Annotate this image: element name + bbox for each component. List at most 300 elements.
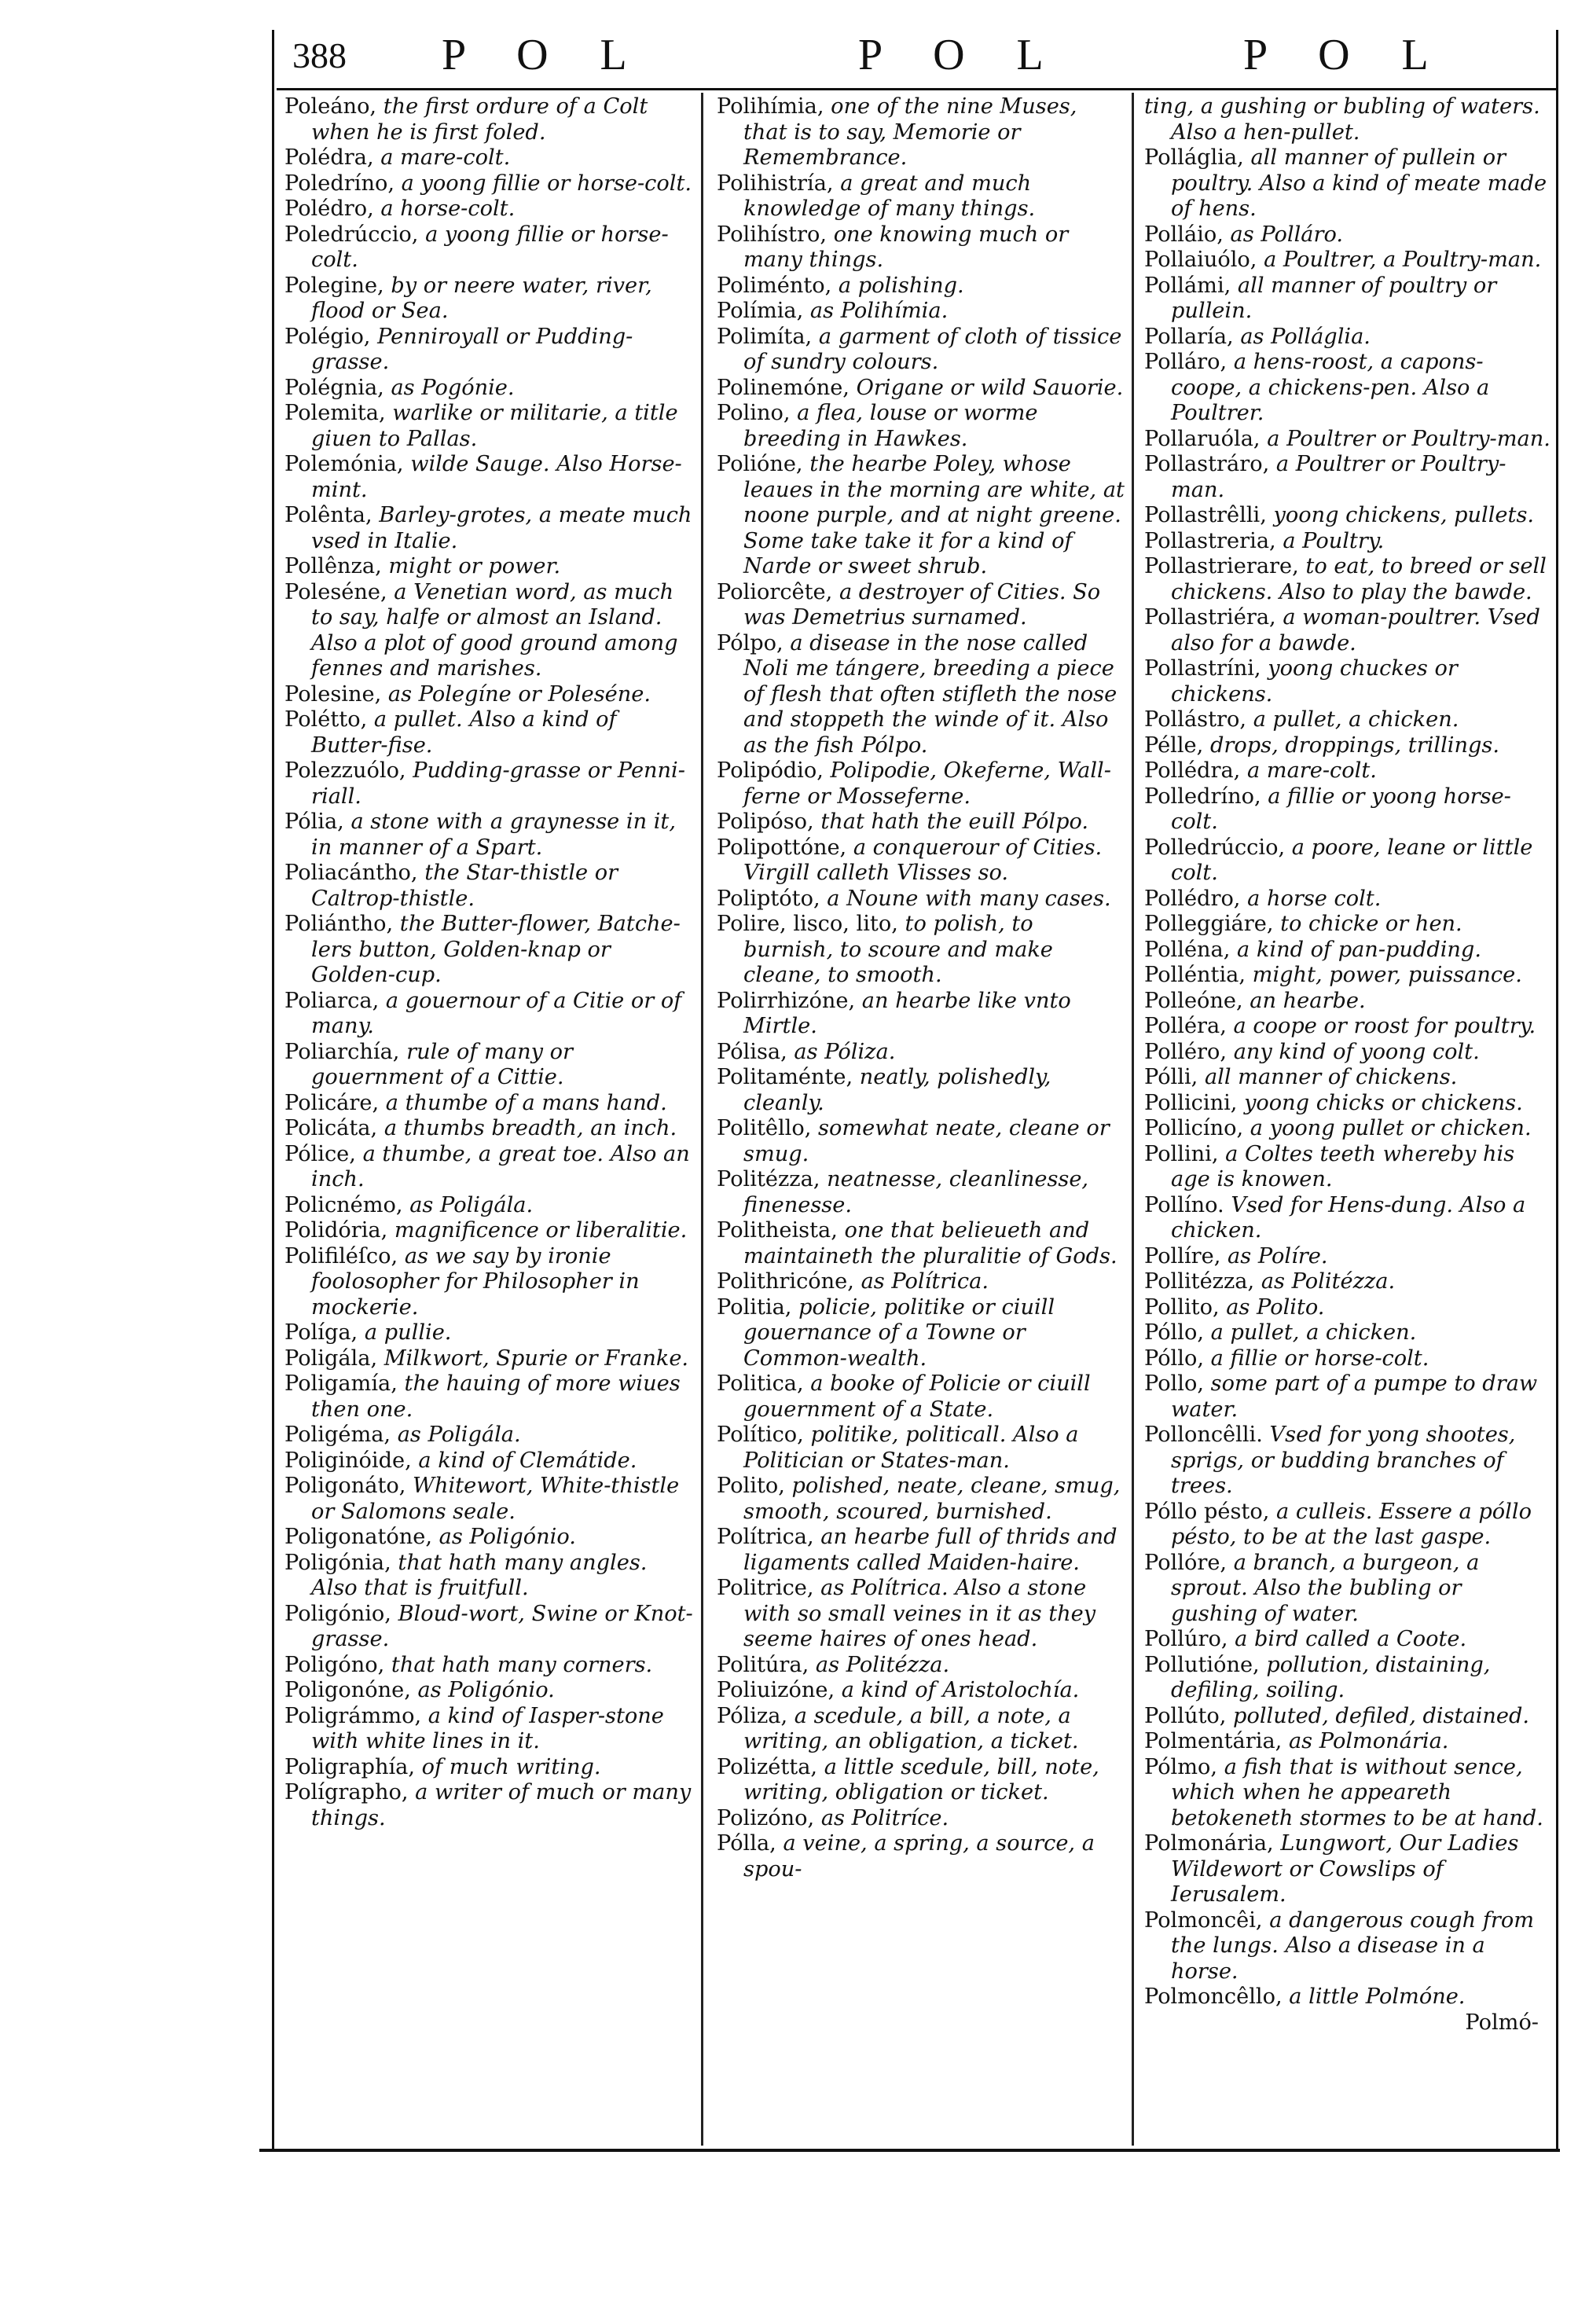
entry-headword: Polire, lisco, lito, (717, 912, 898, 936)
dictionary-entry (717, 325, 1125, 376)
dictionary-entry (1144, 1984, 1553, 2010)
entry-definition: that hath many corners. (384, 1652, 653, 1677)
entry-definition: might or power. (381, 554, 561, 578)
dictionary-entry (717, 401, 1125, 452)
entry-headword: Póllo, (1144, 1346, 1204, 1371)
dictionary-entry (1144, 94, 1553, 145)
entry-definition: to chicke or hen. (1273, 912, 1462, 936)
entry-definition: a branch, a burgeon, a sprout. Also the bubling or gushing of water. (1171, 1550, 1480, 1626)
entry-headword: Polesine, (284, 681, 382, 707)
entry-definition: some part of a pumpe to draw water. (1171, 1371, 1538, 1422)
entry-headword: Polifiléſco, (284, 1243, 398, 1268)
dictionary-entry (284, 196, 693, 222)
dictionary-entry (284, 554, 693, 580)
entry-headword: Poligamía, (284, 1371, 398, 1396)
entry-headword: Pollicini, (1144, 1090, 1238, 1115)
dictionary-entry (284, 401, 693, 452)
entry-definition: as Pogónie. (383, 375, 515, 400)
entry-headword: Polizóno, (717, 1805, 815, 1830)
dictionary-entry (284, 1193, 693, 1219)
entry-headword: Polithricóne, (717, 1269, 854, 1294)
dictionary-entry (717, 452, 1125, 580)
entry-headword: Poliorcête, (717, 579, 833, 604)
entry-headword: Polmoncêllo, (1144, 1984, 1283, 2009)
entry-headword: Politézza, (717, 1167, 820, 1191)
dictionary-entry (284, 580, 693, 682)
entry-definition: Pudding-grasse or Penni-riall. (311, 758, 685, 809)
dictionary-entry (1144, 1320, 1553, 1346)
entry-definition: as Polítrica. Also a stone with so small veines in it as they seeme haires of ones head. (743, 1576, 1096, 1651)
entry-headword: Polloncêlli. (1144, 1423, 1263, 1447)
dictionary-entry (284, 912, 693, 989)
dictionary-entry (1144, 1653, 1553, 1704)
entry-headword: Polédro, (284, 196, 374, 221)
entry-headword: Polizétta, (717, 1754, 818, 1779)
entry-headword: Poledrúccio, (284, 222, 419, 247)
dictionary-entry (717, 1525, 1125, 1576)
entry-definition: by or neere water, river, flood or Sea. (311, 273, 652, 323)
dictionary-entry (284, 682, 693, 708)
entry-definition: as Polláglia. (1233, 324, 1371, 349)
dictionary-entry (284, 145, 693, 171)
dictionary-entry (284, 1320, 693, 1346)
entry-headword: Polênta, (284, 503, 372, 527)
dictionary-entry (1144, 784, 1553, 835)
entry-headword: Polédra, (284, 145, 374, 170)
entry-definition: to eat, to breed or sell chickens. Also to play the bawde. (1171, 554, 1547, 604)
entry-definition: the Star-thistle or Caltrop-thistle. (311, 861, 618, 911)
entry-headword: Polleggiáre, (1144, 912, 1274, 936)
entry-headword: Poligonóne, (284, 1678, 411, 1702)
entry-headword: Polihístro, (717, 222, 828, 247)
entry-definition: Penniroyall or Pudding-grasse. (311, 324, 633, 374)
entry-definition: a writer of much or many things. (311, 1780, 692, 1830)
entry-headword: Polemita, (284, 401, 386, 425)
entry-definition: all manner of pullein or poultry. Also a kind of meate made of hens. (1171, 145, 1547, 221)
entry-headword: Polidória, (284, 1218, 388, 1243)
dictionary-entry (1144, 758, 1553, 784)
entry-headword: Poligrámmo, (284, 1703, 422, 1728)
entry-headword: Poliántho, (284, 912, 394, 936)
entry-headword: Políga, (284, 1320, 358, 1345)
entry-headword: Poligóno, (284, 1652, 385, 1677)
page-number: 388 (292, 35, 347, 75)
dictionary-entry (717, 1831, 1125, 1882)
entry-headword: Polmentária, (1144, 1729, 1283, 1753)
dictionary-entry (1144, 1755, 1553, 1832)
entry-definition: as Políre. (1220, 1243, 1328, 1268)
dictionary-entry (717, 1167, 1125, 1218)
dictionary-entry (717, 1295, 1125, 1372)
entry-headword: Poligonatóne, (284, 1525, 432, 1549)
entry-definition: Polipodie, Okeferne, Wall-ferne or Mosseferne. (743, 758, 1111, 809)
entry-headword: Pollastrêlli, (1144, 503, 1267, 527)
entry-headword: Polmonária, (1144, 1831, 1274, 1856)
entry-headword: Pollutióne, (1144, 1652, 1260, 1677)
entry-definition: a pullet. Also a kind of Butter-fise. (311, 707, 617, 758)
entry-definition: warlike or militarie, a title giuen to Pallas. (311, 401, 678, 451)
dictionary-entry (717, 1678, 1125, 1704)
entry-headword: Pollóre, (1144, 1550, 1228, 1575)
dictionary-entry (717, 94, 1125, 171)
entry-definition: of much writing. (415, 1754, 601, 1779)
dictionary-entry (284, 376, 693, 402)
dictionary-entry (1144, 963, 1553, 989)
entry-headword: Polégnia, (284, 375, 384, 400)
entry-definition: a Coltes teeth whereby his age is knowen. (1171, 1141, 1515, 1191)
dictionary-entry (284, 94, 693, 145)
entry-headword: Pólia, (284, 810, 344, 834)
entry-headword: Pollédra, (1144, 758, 1241, 783)
entry-definition: Vsed for Hens-dung. Also a chicken. (1171, 1192, 1526, 1243)
dictionary-entry (284, 452, 693, 503)
entry-definition: drops, droppings, trillings. (1203, 732, 1499, 758)
dictionary-entry (717, 1269, 1125, 1295)
entry-definition: yoong chicks or chickens. (1237, 1090, 1523, 1115)
entry-definition: a garment of cloth of tissice of sundry colours. (743, 324, 1122, 374)
entry-headword: Policáre, (284, 1090, 380, 1115)
dictionary-entry (1144, 1371, 1553, 1423)
entry-headword: Polito, (717, 1474, 785, 1498)
column-separator (1132, 93, 1134, 2146)
dictionary-entry (717, 887, 1125, 912)
entry-definition: yoong chickens, pullets. (1266, 503, 1535, 527)
entry-definition: a veine, a spring, a source, a spou- (743, 1831, 1095, 1882)
entry-definition: a scedule, a bill, a note, a writing, an obligation, a ticket. (743, 1703, 1079, 1753)
entry-headword: Poliuizóne, (717, 1678, 835, 1702)
entry-definition: a booke of Policie or ciuill gouernment of a State. (743, 1371, 1091, 1422)
entry-definition: a Poultry. (1275, 528, 1385, 553)
entry-definition: one knowing much or many things. (743, 222, 1069, 272)
column-2 (717, 94, 1125, 1882)
entry-definition: a coope or roost for poultry. (1226, 1014, 1536, 1038)
column-1 (284, 94, 693, 1831)
dictionary-entry (284, 1678, 693, 1704)
entry-definition: a stone with a graynesse in it, in manner of a Spart. (311, 810, 677, 860)
entry-definition: as Polláro. (1223, 222, 1344, 247)
entry-definition: as Polmonária. (1282, 1729, 1449, 1753)
entry-definition: a thumbe of a mans hand. (379, 1090, 667, 1115)
dictionary-entry (717, 1065, 1125, 1116)
entry-headword: Polláro, (1144, 350, 1228, 374)
entry-definition: a polishing. (831, 273, 964, 298)
entry-definition: all manner of chickens. (1198, 1065, 1458, 1089)
entry-definition: pollution, distaining, defiling, soiling. (1171, 1652, 1491, 1702)
entry-headword: Polióne, (717, 452, 803, 476)
dictionary-entry (1144, 1627, 1553, 1653)
entry-headword: Polemónia, (284, 452, 404, 476)
dictionary-entry (717, 1040, 1125, 1066)
entry-definition: that hath many angles. Also that is fruitfull. (311, 1550, 648, 1600)
entry-definition: yoong chuckes or chickens. (1171, 656, 1458, 707)
dictionary-entry (717, 1576, 1125, 1653)
entry-headword: Poligonáto, (284, 1474, 406, 1498)
bottom-rule (259, 2149, 1560, 2152)
entry-definition: the Butter-flower, Batche-lers button, Golden-knap or Golden-cup. (311, 912, 681, 987)
dictionary-entry (717, 1755, 1125, 1806)
dictionary-entry (1144, 707, 1553, 733)
headword-left: P O L (442, 31, 648, 79)
entry-definition: a horse-colt. (373, 196, 516, 221)
dictionary-entry (717, 274, 1125, 299)
dictionary-entry (1144, 1831, 1553, 1908)
dictionary-entry (284, 222, 693, 274)
entry-definition: a little scedule, bill, note, writing, obligation or ticket. (743, 1754, 1099, 1804)
dictionary-entry (284, 707, 693, 758)
entry-definition: as Póliza. (787, 1039, 896, 1064)
entry-definition: a mare-colt. (373, 145, 511, 170)
dictionary-entry (1144, 938, 1553, 964)
headword-center: P O L (858, 31, 1064, 79)
dictionary-entry (284, 503, 693, 554)
dictionary-entry (1144, 1091, 1553, 1117)
entry-headword: Póliza, (717, 1703, 788, 1728)
dictionary-entry (717, 758, 1125, 810)
entry-definition: a disease in the nose called Noli me tángere, breeding a piece of flesh that often stifleth the nose and stoppeth the winde of it. Also as the fish Pólpo. (743, 630, 1117, 758)
entry-definition: a yoong pullet or chicken. (1243, 1116, 1532, 1140)
dictionary-entry (284, 758, 693, 810)
dictionary-entry (284, 1551, 693, 1602)
entry-definition: a woman-poultrer. Vsed also for a bawde. (1171, 605, 1540, 655)
entry-headword: Polimíta, (717, 324, 813, 349)
entry-definition: the hearbe Poley, whose leaues in the morning are white, at noone purple, and at night greene. Some take take it for a kind of Narde or sweet shrub. (743, 452, 1125, 578)
dictionary-entry (284, 1346, 693, 1372)
entry-headword: Polmoncêi, (1144, 1907, 1263, 1933)
dictionary-entry (717, 912, 1125, 989)
entry-headword: Pólice, (284, 1141, 356, 1166)
entry-headword: Poleáno, (284, 94, 377, 119)
dictionary-entry (1144, 1423, 1553, 1500)
dictionary-entry (284, 1704, 693, 1755)
dictionary-entry (717, 299, 1125, 325)
entry-definition: polluted, defiled, distained. (1226, 1703, 1530, 1728)
entry-definition: as Poligála. (391, 1423, 521, 1447)
entry-definition: a Poultrer, a Poultry-man. (1257, 248, 1542, 272)
dictionary-entry (1144, 989, 1553, 1015)
entry-headword: Pollastrierare, (1144, 554, 1299, 578)
entry-headword: Pollitézza, (1144, 1269, 1255, 1294)
entry-headword: Politaménte, (717, 1065, 853, 1089)
entry-headword: Politheista, (717, 1218, 838, 1243)
dictionary-entry (717, 1371, 1125, 1423)
dictionary-entry (284, 1040, 693, 1091)
entry-definition: a fish that is without sence, which when he appeareth betokeneth stormes to be at hand. (1171, 1754, 1543, 1830)
entry-definition: all manner of poultry or pullein. (1171, 273, 1497, 323)
entry-definition: neatly, polishedly, cleanly. (743, 1065, 1051, 1115)
entry-definition: a kind of pan-pudding. (1230, 937, 1481, 962)
entry-definition: that hath the euill Pólpo. (813, 810, 1089, 834)
entry-headword: Poliginóide, (284, 1448, 412, 1473)
dictionary-entry (717, 222, 1125, 274)
entry-definition: as Politézza. (1254, 1269, 1396, 1294)
entry-definition: an hearbe. (1242, 988, 1366, 1013)
dictionary-entry (284, 1091, 693, 1117)
dictionary-entry (717, 1423, 1125, 1474)
dictionary-entry (1144, 145, 1553, 222)
dictionary-entry (1144, 1116, 1553, 1142)
dictionary-entry (1144, 1729, 1553, 1755)
dictionary-entry (284, 1602, 693, 1653)
dictionary-entry (284, 1116, 693, 1142)
entry-definition: a flea, louse or worme breeding in Hawkes. (743, 401, 1038, 451)
entry-headword: Pollênza, (284, 554, 382, 578)
entry-definition: policie, politike or ciuill gouernance of a Towne or Common-wealth. (743, 1294, 1055, 1371)
entry-headword: Politia, (717, 1294, 792, 1320)
entry-definition: one that belieueth and maintaineth the pluralitie of Gods. (743, 1218, 1117, 1268)
entry-headword: Polegine, (284, 273, 384, 298)
dictionary-entry (284, 274, 693, 325)
entry-definition: a thumbs breadth, an inch. (377, 1116, 677, 1140)
entry-headword: Polléna, (1144, 937, 1231, 962)
dictionary-entry (717, 1704, 1125, 1755)
entry-headword: Polléro, (1144, 1039, 1228, 1064)
entry-headword: Pollíre, (1144, 1243, 1221, 1268)
entry-headword: Pollastríni, (1144, 656, 1261, 681)
entry-headword: Poliptóto, (717, 886, 820, 911)
entry-headword: Poligónia, (284, 1550, 391, 1575)
dictionary-entry (284, 1653, 693, 1679)
entry-definition: magnificence or liberalitie. (387, 1218, 688, 1243)
entry-headword: Póllo pésto, (1144, 1499, 1270, 1524)
dictionary-entry (284, 1474, 693, 1525)
dictionary-entry (1144, 325, 1553, 351)
entry-headword: Pollastráro, (1144, 452, 1270, 476)
dictionary-entry (1144, 912, 1553, 938)
entry-headword: Pollúro, (1144, 1627, 1228, 1651)
entry-headword: Polléra, (1144, 1014, 1227, 1038)
dictionary-entry (1144, 1346, 1553, 1372)
dictionary-entry (284, 325, 693, 376)
entry-headword: Polledrúccio, (1144, 835, 1286, 860)
entry-definition: a Poultrer or Poultry-man. (1260, 426, 1550, 451)
entry-definition: a fillie or horse-colt. (1203, 1346, 1429, 1371)
entry-headword: Pollaruóla, (1144, 426, 1261, 451)
entry-headword: Poliarca, (284, 988, 380, 1013)
entry-definition: a hens-roost, a capons-coope, a chickens-pen. Also a Poultrer. (1171, 350, 1490, 425)
dictionary-entry (1144, 733, 1553, 759)
dictionary-entry (1144, 350, 1553, 427)
entry-headword: Polipottóne, (717, 835, 847, 860)
entry-headword: Polláglia, (1144, 145, 1244, 170)
entry-headword: Polléntia, (1144, 963, 1246, 987)
entry-headword: Poligéma, (284, 1423, 391, 1447)
entry-definition: a Poultrer or Poultry-man. (1171, 452, 1506, 502)
entry-headword: Pollaiuólo, (1144, 248, 1257, 272)
entry-definition: as Poligála. (402, 1192, 534, 1217)
entry-headword: Pólli, (1144, 1065, 1198, 1089)
dictionary-entry (284, 171, 693, 197)
dictionary-entry (284, 1423, 693, 1448)
entry-definition: a yoong fillie or horse-colt. (311, 222, 669, 272)
dictionary-entry (1144, 1142, 1553, 1193)
entry-headword: Polétto, (284, 707, 368, 732)
entry-definition: as Polito. (1219, 1294, 1325, 1320)
entry-definition: a mare-colt. (1240, 758, 1377, 783)
entry-headword: Poledríno, (284, 171, 394, 196)
entry-definition: a thumbe, a great toe. Also an inch. (311, 1141, 690, 1191)
entry-headword: Politica, (717, 1371, 804, 1396)
entry-definition: a Noune with many cases. (820, 886, 1111, 911)
entry-headword: Pélle, (1144, 732, 1204, 758)
dictionary-entry (1144, 529, 1553, 555)
dictionary-entry (1144, 452, 1553, 503)
entry-definition: a kind of Clemátide. (411, 1448, 637, 1473)
dictionary-entry (717, 631, 1125, 759)
entry-headword: Polégio, (284, 324, 371, 349)
entry-definition: a kind of Iasper-stone with white lines in it. (311, 1703, 664, 1753)
entry-definition: as Poligónio. (431, 1525, 576, 1549)
entry-headword: Poleséne, (284, 579, 387, 604)
dictionary-entry (1144, 887, 1553, 912)
dictionary-entry (284, 989, 693, 1040)
entry-definition: an hearbe full of thrids and ligaments called Maiden-haire. (743, 1525, 1117, 1575)
entry-definition: polished, neate, cleane, smug, smooth, scoured, burnished. (743, 1474, 1121, 1524)
dictionary-entry (1144, 1014, 1553, 1040)
entry-definition: neatnesse, cleanlinesse, finenesse. (743, 1167, 1089, 1217)
entry-headword: Pólmo, (1144, 1754, 1218, 1779)
entry-definition: Milkwort, Spurie or Franke. (377, 1346, 689, 1371)
entry-headword: Pollini, (1144, 1141, 1219, 1166)
dictionary-entry (1144, 1065, 1553, 1091)
entry-definition: politike, politicall. Also a Politician or States-man. (743, 1423, 1079, 1473)
headword-right: P O L (1243, 31, 1449, 79)
entry-definition: the hauing of more wiues then one. (311, 1371, 681, 1422)
dictionary-entry (717, 376, 1125, 402)
dictionary-entry (284, 1244, 693, 1321)
entry-headword: Polipóso, (717, 810, 814, 834)
entry-definition: any kind of yoong colt. (1227, 1039, 1480, 1064)
entry-headword: Polledríno, (1144, 784, 1261, 809)
entry-headword: Politrice, (717, 1576, 814, 1600)
entry-headword: Polinemóne, (717, 375, 850, 400)
entry-definition: a little Polmóne. (1282, 1984, 1466, 2009)
entry-definition: Lungwort, Our Ladies Wildewort or Cowslips of Ierusalem. (1171, 1831, 1519, 1907)
dictionary-entry (284, 1755, 693, 1781)
entry-definition: an hearbe like vnto Mirtle. (743, 988, 1071, 1038)
entry-definition: a culleis. Essere a póllo pésto, to be at the last gaspe. (1171, 1499, 1532, 1549)
column-separator (701, 93, 703, 2146)
entry-headword: Polígrapho, (284, 1780, 409, 1804)
entry-headword: Polítrica, (717, 1525, 814, 1549)
entry-definition: Origane or wild Sauorie. (849, 375, 1124, 400)
dictionary-entry (284, 1371, 693, 1423)
entry-headword: Político, (717, 1423, 804, 1447)
entry-definition: Vsed for yong shootes, sprigs, or budding branches of trees. (1171, 1423, 1516, 1498)
entry-definition: Whitewort, White-thistle or Salomons seale. (311, 1474, 680, 1524)
header-rule (277, 88, 1558, 90)
dictionary-entry (284, 1780, 693, 1831)
entry-headword: Pollúto, (1144, 1703, 1227, 1728)
entry-headword: Pollicíno, (1144, 1116, 1244, 1140)
entry-definition: a dangerous cough from the lungs. Also a disease in a horse. (1171, 1907, 1535, 1984)
dictionary-entry (717, 810, 1125, 835)
entry-headword: Pólpo, (717, 630, 783, 655)
dictionary-entry (1144, 656, 1553, 707)
entry-definition: as we say by ironie foolosopher for Philosopher in mockerie. (311, 1243, 640, 1320)
entry-definition: a Venetian word, as much to say, halfe or almost an Island. Also a plot of good ground among fennes and marishes. (311, 579, 678, 681)
entry-headword: Polímia, (717, 299, 804, 323)
entry-definition: ting, a gushing or bubling of waters. Also a hen-pullet. (1144, 94, 1540, 145)
dictionary-entry (1144, 1040, 1553, 1066)
entry-headword: Politêllo, (717, 1116, 812, 1140)
entry-definition: the first ordure of a Colt when he is first foled. (311, 94, 648, 145)
entry-definition: as Polítrica. (853, 1269, 989, 1294)
dictionary-entry (717, 835, 1125, 887)
entry-definition: a horse colt. (1240, 886, 1382, 911)
entry-definition: a conquerour of Cities. Virgill calleth Vlisses so. (743, 835, 1103, 885)
entry-headword: Poliacántho, (284, 861, 418, 885)
entry-headword: Polihistría, (717, 171, 834, 196)
